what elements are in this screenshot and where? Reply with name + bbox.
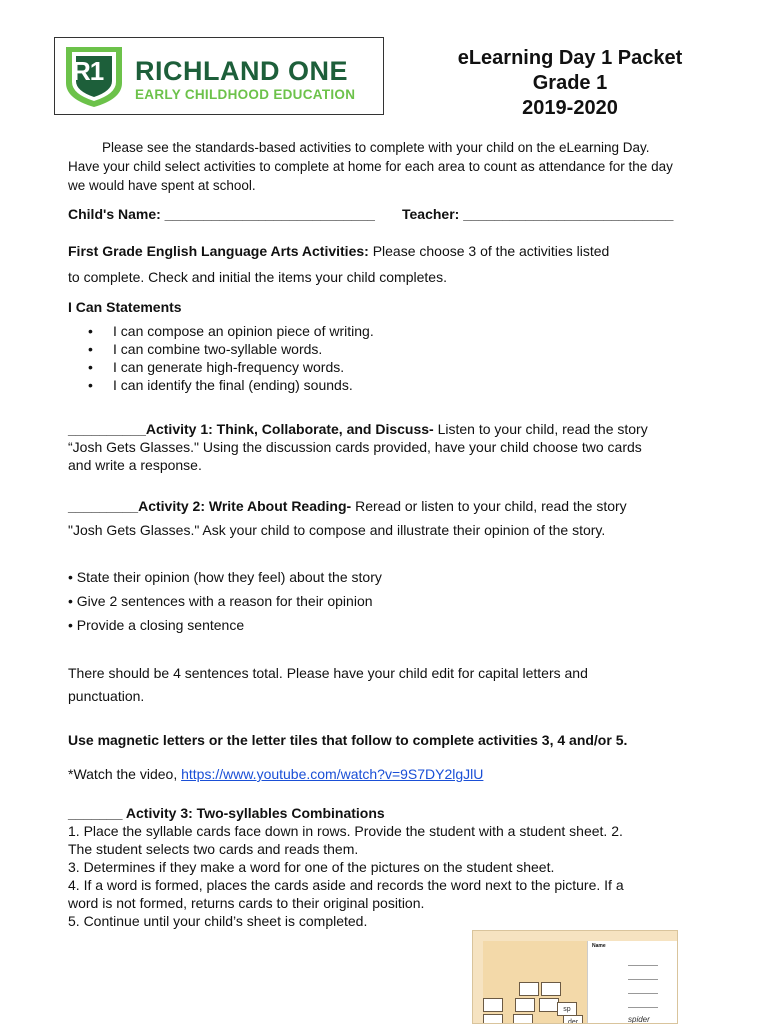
opinion-point-1: • State their opinion (how they feel) about the story: [68, 569, 382, 585]
activity-3-step: 3. Determines if they make a word for one of the pictures on the student sheet.: [68, 859, 555, 875]
video-link[interactable]: https://www.youtube.com/watch?v=9S7DY2lgJlU: [181, 766, 484, 782]
list-item: • I can generate high-frequency words.: [88, 358, 374, 376]
video-prefix: *Watch the video,: [68, 766, 182, 782]
worksheet-photo: [472, 930, 678, 1024]
activity-3-steps: [68, 822, 708, 930]
packet-title: [420, 46, 720, 121]
teacher-name-field[interactable]: Teacher: ___________________________: [402, 206, 674, 222]
title-line-3: 2019-2020: [522, 97, 618, 119]
i-can-list: [88, 322, 374, 394]
activity-2-text-a: Reread or listen to your child, read the story: [351, 498, 627, 514]
activity-3-blank[interactable]: _______: [68, 805, 123, 821]
activity-1-title: Activity 1: Think, Collaborate, and Discuss-: [145, 421, 434, 437]
activity-1-text-a: Listen to your child, read the story: [433, 421, 648, 437]
list-item: • I can identify the final (ending) sounds.: [88, 376, 374, 394]
child-name-field[interactable]: Child's Name: ___________________________: [68, 206, 375, 222]
activity-1: [68, 420, 708, 474]
activity-2: [68, 497, 708, 539]
activity-3-title: Activity 3: Two-syllables Combinations: [122, 805, 385, 821]
school-logo: [54, 37, 384, 115]
list-item: • I can combine two-syllable words.: [88, 340, 374, 358]
opinion-point-3: • Provide a closing sentence: [68, 617, 245, 633]
syllable-card: [541, 982, 561, 996]
activity-3-step: 1. Place the syllable cards face down in rows. Provide the student with a student sheet. 2.: [68, 823, 623, 839]
ela-text-b: to complete. Check and initial the items your child completes.: [68, 269, 447, 285]
intro-paragraph: [68, 138, 708, 195]
answer-line: [628, 965, 658, 966]
ela-heading: [68, 242, 708, 260]
syllable-card-der: der: [563, 1015, 583, 1024]
activity-3-step: The student selects two cards and reads them.: [68, 841, 359, 857]
activity-1-blank[interactable]: __________: [68, 421, 146, 437]
sheet-title: Name: [592, 943, 606, 949]
answer-line: [628, 979, 658, 980]
answer-line: [628, 1007, 658, 1008]
syllable-card: [483, 1014, 503, 1024]
activity-1-text-b: “Josh Gets Glasses." Using the discussion cards provided, have your child choose two cards: [68, 439, 642, 455]
magnetic-letters-instruction: Use magnetic letters or the letter tiles that follow to complete activities 3, 4 and/or 5.: [68, 732, 628, 748]
syllable-card-sp: sp: [557, 1002, 577, 1016]
answer-line: [628, 993, 658, 994]
logo-mark: R1: [72, 56, 104, 86]
ela-heading-label: First Grade English Language Arts Activities:: [68, 243, 369, 259]
activity-3-step: word is not formed, returns cards to their original position.: [68, 895, 425, 911]
syllable-card: [519, 982, 539, 996]
logo-name: RICHLAND ONE: [135, 56, 348, 86]
activity-3-step: 5. Continue until your child’s sheet is completed.: [68, 913, 368, 929]
list-item: • I can compose an opinion piece of writing.: [88, 322, 374, 340]
intro-line-3: we would have spent at school.: [68, 178, 256, 193]
syllable-card: [513, 1014, 533, 1024]
activity-2-blank[interactable]: _________: [68, 498, 139, 514]
syllable-card: [515, 998, 535, 1012]
title-line-1: eLearning Day 1 Packet: [457, 47, 683, 69]
video-line: [68, 765, 483, 783]
ela-text-a: Please choose 3 of the activities listed: [368, 243, 610, 259]
student-sheet: [587, 941, 678, 1024]
opinion-point-2: • Give 2 sentences with a reason for their opinion: [68, 593, 373, 609]
activity-3-heading: [68, 804, 385, 822]
sentences-note-1: There should be 4 sentences total. Please have your child edit for capital letters and: [68, 665, 588, 681]
activity-1-text-c: and write a response.: [68, 457, 202, 473]
sheet-written-word: spider: [628, 1015, 650, 1024]
intro-line-1: Please see the standards-based activities to complete with your child on the eLearning Day.: [102, 140, 650, 155]
activity-2-title: Activity 2: Write About Reading-: [138, 498, 352, 514]
activity-2-text-b: "Josh Gets Glasses." Ask your child to compose and illustrate their opinion of the story.: [68, 522, 606, 538]
syllable-card: [539, 998, 559, 1012]
i-can-heading: I Can Statements: [68, 299, 182, 315]
sentences-note-2: punctuation.: [68, 688, 145, 704]
title-line-2: Grade 1: [532, 72, 608, 94]
syllable-card: [483, 998, 503, 1012]
activity-3-step: 4. If a word is formed, places the cards aside and records the word next to the picture. If a: [68, 877, 624, 893]
intro-line-2: Have your child select activities to complete at home for each area to count as attendance for the day: [68, 159, 673, 174]
logo-subtitle: EARLY CHILDHOOD EDUCATION: [135, 87, 356, 102]
